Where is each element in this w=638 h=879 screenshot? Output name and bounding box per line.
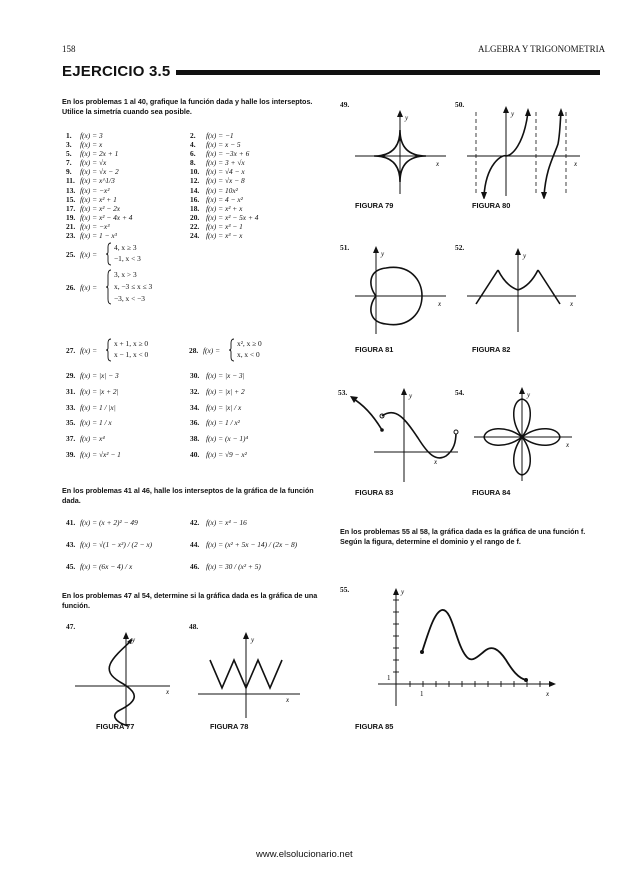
problem-number: 14. xyxy=(190,185,200,195)
axis-y-label: y xyxy=(405,114,409,122)
problem-row xyxy=(62,131,332,140)
problem-number: 29. xyxy=(66,371,76,380)
problem-expression: f(x) = x⁴ − 16 xyxy=(206,518,247,527)
problem-number: 8. xyxy=(190,158,196,168)
problem-row xyxy=(62,149,332,158)
axis-x-label: x xyxy=(434,458,438,466)
figure-82-graph xyxy=(462,246,582,336)
figure-85-graph xyxy=(370,584,560,714)
figure-81-caption: FIGURA 81 xyxy=(355,345,394,354)
case-1: 3, x > 3 xyxy=(114,270,137,279)
figure-83-graph xyxy=(346,386,466,486)
problem-number: 16. xyxy=(190,194,200,204)
problem-expression: f(x) = −x² xyxy=(80,185,110,195)
problem-number: 32. xyxy=(190,386,200,396)
problem-number: 6. xyxy=(190,149,196,159)
problem-number: 22. xyxy=(190,221,200,231)
problem-54-number: 54. xyxy=(455,388,465,397)
problem-expression: f(x) = x⁴ xyxy=(80,434,105,444)
problem-number: 20. xyxy=(190,212,200,222)
problem-expression: f(x) = √x xyxy=(80,158,107,168)
problem-number: 26. xyxy=(66,283,76,292)
problem-expression: f(x) = x² − 4x + 4 xyxy=(80,212,133,222)
axis-x-label: x xyxy=(436,160,440,168)
problem-expression: f(x) = x^1/3 xyxy=(80,176,115,186)
case-1: x + 1, x ≥ 0 xyxy=(114,339,149,348)
figure-80-graph xyxy=(462,104,587,199)
problem-expression: f(x) = |x − 3| xyxy=(206,371,245,380)
case-1: x², x ≥ 0 xyxy=(237,339,262,348)
problem-expression: f(x) = √x − 2 xyxy=(80,167,119,177)
problem-list-29-40 xyxy=(62,371,332,466)
axis-y-label: y xyxy=(409,392,413,400)
problem-row xyxy=(62,140,332,149)
problem-53-number: 53. xyxy=(338,388,348,397)
problem-expression: f(x) = x − 5 xyxy=(206,140,241,150)
case-2: −1, x < 3 xyxy=(114,254,141,263)
problem-number: 41. xyxy=(66,518,76,527)
axis-x-label: x xyxy=(286,696,290,704)
axis-y-label: y xyxy=(527,391,531,399)
figure-77-caption: FIGURA 77 xyxy=(96,722,135,731)
problem-expression: f(x) = x² − 2x xyxy=(80,203,121,213)
problem-expression: f(x) = x³ − 1 xyxy=(206,221,243,231)
problem-number: 40. xyxy=(190,449,200,459)
problem-number: 21. xyxy=(66,221,76,231)
problem-number: 28. xyxy=(189,346,199,355)
problem-expression: f(x) = √x² − 1 xyxy=(80,449,121,459)
problem-expression: f(x) = −x³ xyxy=(80,221,110,231)
problem-row xyxy=(62,418,332,434)
figure-81-graph xyxy=(350,244,450,338)
problem-55-number: 55. xyxy=(340,585,350,594)
problem-number: 7. xyxy=(66,158,72,168)
problem-number: 44. xyxy=(190,540,200,549)
problem-expression: f(x) = −1 xyxy=(206,131,234,140)
problem-number: 17. xyxy=(66,203,76,213)
problem-number: 33. xyxy=(66,402,76,412)
problem-expression: f(x) = 2x + 1 xyxy=(80,149,119,159)
axis-x-label: x xyxy=(574,160,578,168)
title-rule xyxy=(176,70,600,75)
problem-number: 4. xyxy=(190,140,196,150)
problem-expression: f(x) = −3x + 6 xyxy=(206,149,250,159)
problem-number: 2. xyxy=(190,131,196,140)
problem-number: 5. xyxy=(66,149,72,159)
intro-problems-55-58: En los problemas 55 al 58, la gráfica dada es la gráfica de una función f. Según la figura, determine el dominio y el rango de f. xyxy=(340,527,586,546)
brace-icon xyxy=(106,338,112,362)
problem-expression: f(x) = x² + 1 xyxy=(80,194,117,204)
problem-expression: f(x) = √9 − x² xyxy=(206,449,247,459)
problem-number: 35. xyxy=(66,418,76,428)
problem-expression: f(x) = (6x − 4) / x xyxy=(80,562,133,571)
problem-expression: f(x) = √4 − x xyxy=(206,167,245,177)
problem-expression: f(x) = (x² + 5x − 14) / (2x − 8) xyxy=(206,540,298,549)
problem-row xyxy=(62,186,332,195)
problem-47-number: 47. xyxy=(66,622,76,631)
figure-84-caption: FIGURA 84 xyxy=(472,488,511,497)
figure-77-graph xyxy=(70,630,180,730)
axis-x-one-label: 1 xyxy=(420,690,424,698)
problem-row xyxy=(62,195,332,204)
problem-expression: f(x) = √(1 − x²) / (2 − x) xyxy=(80,540,153,549)
problem-expression: f(x) = 3 xyxy=(80,131,103,140)
problem-row xyxy=(62,213,332,222)
problem-number: 19. xyxy=(66,212,76,222)
problem-row xyxy=(62,518,332,540)
problem-number: 34. xyxy=(190,402,200,412)
problem-row xyxy=(62,158,332,167)
case-3: −3, x < −3 xyxy=(114,294,145,303)
problem-row xyxy=(62,231,332,240)
brace-icon xyxy=(106,242,112,266)
axis-y-label: y xyxy=(511,110,515,118)
axis-x-label: x xyxy=(166,688,170,696)
problem-number: 24. xyxy=(190,231,200,241)
axis-y-label: y xyxy=(132,636,136,644)
problem-row xyxy=(62,204,332,213)
figure-78-graph xyxy=(196,630,306,722)
problem-number: 45. xyxy=(66,562,76,571)
figure-79-caption: FIGURA 79 xyxy=(355,201,394,210)
function-lhs: f(x) = xyxy=(203,346,221,355)
problem-28 xyxy=(185,338,315,362)
axis-x-label: x xyxy=(566,441,570,449)
problem-expression: f(x) = (x + 2)² − 49 xyxy=(80,518,138,527)
case-2: x, x < 0 xyxy=(237,350,260,359)
function-lhs: f(x) = xyxy=(80,346,98,355)
problem-expression: f(x) = 1 / x² xyxy=(206,418,240,428)
axis-y-one-label: 1 xyxy=(387,674,391,682)
problem-expression: f(x) = |x| + 2 xyxy=(206,386,245,396)
intro-problems-1-40: En los problemas 1 al 40, grafique la función dada y halle los interseptos. Utilice la simetría cuando sea posible. xyxy=(62,97,313,116)
case-2: x − 1, x < 0 xyxy=(114,350,149,359)
function-lhs: f(x) = xyxy=(80,283,98,292)
axis-y-label: y xyxy=(523,252,527,260)
problem-number: 37. xyxy=(66,434,76,444)
problem-50-number: 50. xyxy=(455,100,465,109)
problem-number: 38. xyxy=(190,434,200,444)
problem-expression: f(x) = 4 − x² xyxy=(206,194,243,204)
figure-78-caption: FIGURA 78 xyxy=(210,722,249,731)
problem-number: 25. xyxy=(66,250,76,259)
problem-number: 9. xyxy=(66,167,72,177)
problem-expression: f(x) = x² − 5x + 4 xyxy=(206,212,259,222)
function-lhs: f(x) = xyxy=(80,250,98,259)
problem-row xyxy=(62,176,332,185)
problem-expression: f(x) = √x − 8 xyxy=(206,176,245,186)
page-number: 158 xyxy=(62,44,76,54)
problem-expression: f(x) = 10x² xyxy=(206,185,238,195)
problem-52-number: 52. xyxy=(455,243,465,252)
problem-list-1-24 xyxy=(62,131,332,240)
problem-51-number: 51. xyxy=(340,243,350,252)
problem-expression: f(x) = 1 / |x| xyxy=(80,402,116,412)
problem-49-number: 49. xyxy=(340,100,350,109)
problem-expression: f(x) = x² + x xyxy=(206,203,243,213)
problem-row xyxy=(62,562,332,584)
problem-row xyxy=(62,387,332,403)
figure-83-caption: FIGURA 83 xyxy=(355,488,394,497)
problem-number: 46. xyxy=(190,562,200,571)
problem-number: 27. xyxy=(66,346,76,355)
axis-x-label: x xyxy=(438,300,442,308)
footer-url: www.elsolucionario.net xyxy=(256,849,353,860)
problem-list-41-46 xyxy=(62,518,332,584)
brace-icon xyxy=(229,338,235,362)
figure-84-graph xyxy=(468,385,578,485)
problem-expression: f(x) = 30 / (x² + 5) xyxy=(206,562,261,571)
intro-problems-41-46: En los problemas 41 al 46, halle los interseptos de la gráfica de la función dada. xyxy=(62,486,314,505)
axis-y-label: y xyxy=(381,250,385,258)
figure-80-caption: FIGURA 80 xyxy=(472,201,511,210)
axis-x-label: x xyxy=(570,300,574,308)
problem-number: 11. xyxy=(66,176,75,186)
axis-x-label: x xyxy=(546,690,550,698)
figure-85-caption: FIGURA 85 xyxy=(355,722,394,731)
problem-number: 15. xyxy=(66,194,76,204)
problem-expression: f(x) = |x| − 3 xyxy=(80,371,119,380)
section-title: EJERCICIO 3.5 xyxy=(62,63,171,80)
problem-26 xyxy=(62,269,222,305)
problem-row xyxy=(62,167,332,176)
problem-row xyxy=(62,540,332,562)
problem-number: 12. xyxy=(190,176,200,186)
problem-number: 42. xyxy=(190,518,200,527)
intro-problems-47-54: En los problemas 47 al 54, determine si la gráfica dada es la gráfica de una función. xyxy=(62,591,318,610)
problem-number: 39. xyxy=(66,449,76,459)
problem-27 xyxy=(62,338,192,362)
problem-row xyxy=(62,434,332,450)
problem-25 xyxy=(62,242,202,266)
problem-number: 10. xyxy=(190,167,200,177)
problem-number: 30. xyxy=(190,371,200,380)
problem-expression: f(x) = (x − 1)⁴ xyxy=(206,434,249,444)
problem-expression: f(x) = 1 / x xyxy=(80,418,112,428)
brace-icon xyxy=(106,269,112,305)
case-1: 4, x ≥ 3 xyxy=(114,243,137,252)
problem-expression: f(x) = |x + 2| xyxy=(80,386,119,396)
problem-expression: f(x) = |x| / x xyxy=(206,402,242,412)
problem-number: 1. xyxy=(66,131,72,140)
book-title: ALGEBRA Y TRIGONOMETRIA xyxy=(478,44,606,54)
problem-number: 36. xyxy=(190,418,200,428)
problem-row xyxy=(62,450,332,466)
problem-row xyxy=(62,222,332,231)
problem-number: 13. xyxy=(66,185,76,195)
axis-y-label: y xyxy=(251,636,255,644)
problem-number: 3. xyxy=(66,140,72,150)
problem-number: 23. xyxy=(66,231,76,241)
figure-79-graph xyxy=(350,108,450,198)
problem-row xyxy=(62,403,332,419)
problem-number: 31. xyxy=(66,386,76,396)
problem-expression: f(x) = x³ − x xyxy=(206,231,243,241)
problem-expression: f(x) = 3 + √x xyxy=(206,158,245,168)
axis-y-label: y xyxy=(401,588,405,596)
problem-number: 43. xyxy=(66,540,76,549)
problem-expression: f(x) = 1 − x³ xyxy=(80,231,117,241)
problem-48-number: 48. xyxy=(189,622,199,631)
problem-row xyxy=(62,371,332,387)
case-2: x, −3 ≤ x ≤ 3 xyxy=(114,282,153,291)
problem-expression: f(x) = x xyxy=(80,140,103,150)
problem-number: 18. xyxy=(190,203,200,213)
figure-82-caption: FIGURA 82 xyxy=(472,345,511,354)
